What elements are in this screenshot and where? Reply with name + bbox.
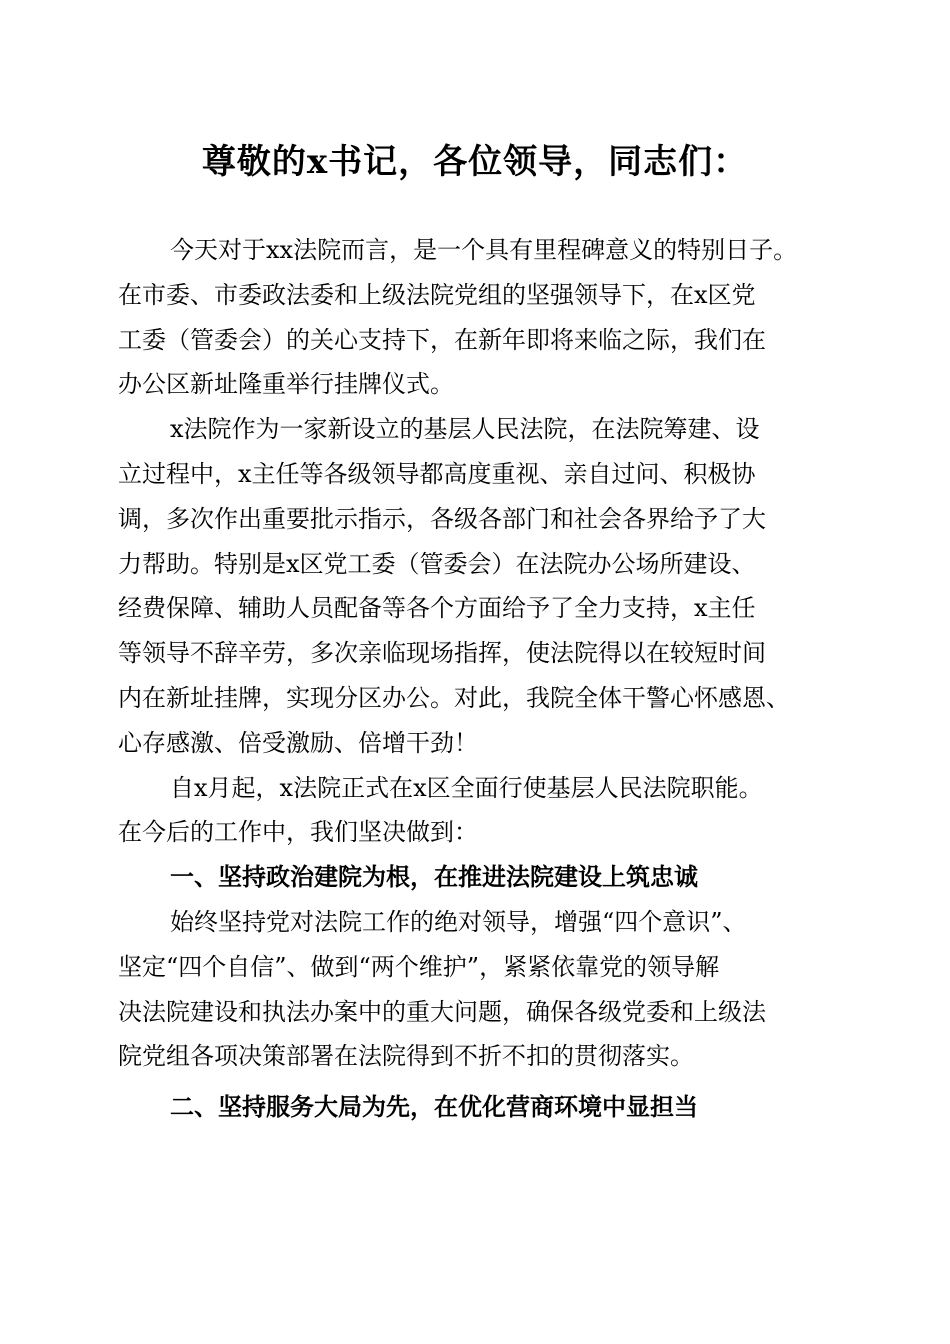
text-line: 院党组各项决策部署在法院得到不折不扣的贯彻落实。: [118, 1042, 694, 1071]
text-line: 内在新址挂牌，实现分区办公。对此，我院全体干警心怀感恩、: [118, 683, 790, 712]
section-heading-2: 二、坚持服务大局为先，在优化营商环境中显担当: [170, 1093, 698, 1122]
text-line: 在今后的工作中，我们坚决做到：: [118, 818, 478, 847]
text-line: 在市委、市委政法委和上级法院党组的坚强领导下，在x区党: [118, 280, 756, 309]
text-line: 决法院建设和执法办案中的重大问题，确保各级党委和上级法: [118, 997, 766, 1026]
text-line: 经费保障、辅助人员配备等各个方面给予了全力支持，x主任: [118, 594, 756, 623]
text-line: 今天对于xx法院而言，是一个具有里程碑意义的特别日子。: [170, 236, 798, 264]
text-line: 办公区新址隆重举行挂牌仪式。: [118, 370, 454, 399]
document-title: 尊敬的x书记，各位领导，同志们：: [201, 142, 749, 182]
text-line: 力帮助。特别是x区党工委（管委会）在法院办公场所建设、: [118, 549, 756, 578]
text-line: 调，多次作出重要批示指示，各级各部门和社会各界给予了大: [118, 504, 766, 533]
text-line: 始终坚持党对法院工作的绝对领导，增强“四个意识”、: [170, 907, 747, 936]
document-body: [118, 228, 842, 1130]
text-line: 等领导不辞辛劳，多次亲临现场指挥，使法院得以在较短时间: [118, 639, 766, 668]
text-line: x法院作为一家新设立的基层人民法院，在法院筹建、设: [170, 415, 760, 444]
text-line: 自x月起，x法院正式在x区全面行使基层人民法院职能。: [170, 773, 763, 802]
text-line: 坚定“四个自信”、做到“两个维护”，紧紧依靠党的领导解: [118, 952, 720, 981]
text-line: 立过程中，x主任等各级领导都高度重视、亲自过问、积极协: [118, 459, 756, 488]
text-line: 工委（管委会）的关心支持下，在新年即将来临之际，我们在: [118, 325, 766, 354]
section-heading-1: 一、坚持政治建院为根，在推进法院建设上筑忠诚: [170, 863, 698, 892]
text-line: 心存感激、倍受激励、倍增干劲！: [118, 728, 478, 757]
